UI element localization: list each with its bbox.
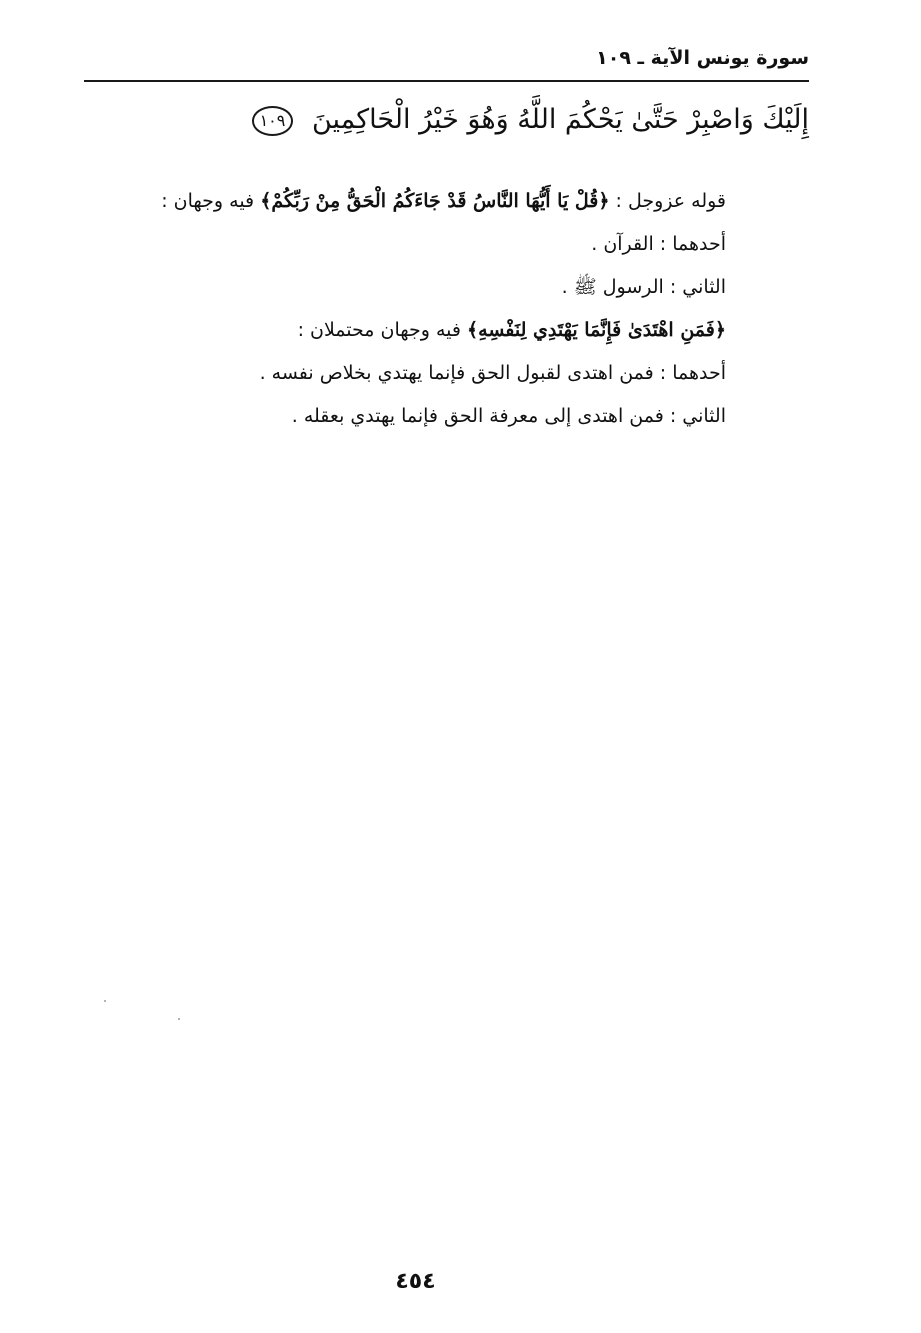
header-rule bbox=[84, 80, 809, 82]
ayah-number-marker: ١٠٩ bbox=[252, 106, 294, 136]
quote-close-bracket: ﴾ bbox=[467, 319, 479, 341]
verse-line bbox=[169, 92, 809, 148]
paragraph-tail: فيه وجهان : bbox=[161, 190, 261, 212]
scan-speck bbox=[104, 1000, 106, 1002]
quran-quote: قُلْ يَا أَيُّهَا النَّاسُ قَدْ جَاءَكُمُ الْحَقُّ مِنْ رَبِّكُمْ bbox=[271, 190, 599, 212]
commentary-paragraph-5: أحدهما : فمن اهتدى لقبول الحق فإنما يهتدي بخلاص نفسه . bbox=[259, 362, 726, 384]
scan-speck bbox=[178, 1018, 180, 1020]
running-header: سورة يونس الآية ـ ١٠٩ bbox=[596, 47, 809, 69]
paragraph-lead: قوله عزوجل : bbox=[615, 190, 726, 212]
commentary-paragraph-3: الثاني : الرسول ﷺ . bbox=[561, 276, 726, 298]
commentary-paragraph-2: أحدهما : القرآن . bbox=[591, 233, 726, 255]
commentary-paragraph-6: الثاني : فمن اهتدى إلى معرفة الحق فإنما يهتدي بعقله . bbox=[291, 405, 726, 427]
quote-open-bracket: ﴿ bbox=[714, 319, 726, 341]
commentary-body bbox=[86, 180, 726, 438]
commentary-paragraph-4 bbox=[86, 309, 726, 352]
paragraph-tail: فيه وجهان محتملان : bbox=[297, 319, 468, 341]
quran-quote: فَمَنِ اهْتَدَىٰ فَإِنَّمَا يَهْتَدِي لِنَفْسِهِ bbox=[478, 319, 715, 341]
quote-open-bracket: ﴿ bbox=[598, 190, 610, 212]
quote-close-bracket: ﴾ bbox=[260, 190, 272, 212]
page-number: ٤٥٤ bbox=[395, 1269, 436, 1294]
commentary-paragraph-1 bbox=[86, 180, 726, 223]
verse-text: إِلَيْكَ وَاصْبِرْ حَتَّىٰ يَحْكُمَ اللَّهُ وَهُوَ خَيْرُ الْحَاكِمِينَ bbox=[311, 104, 809, 135]
